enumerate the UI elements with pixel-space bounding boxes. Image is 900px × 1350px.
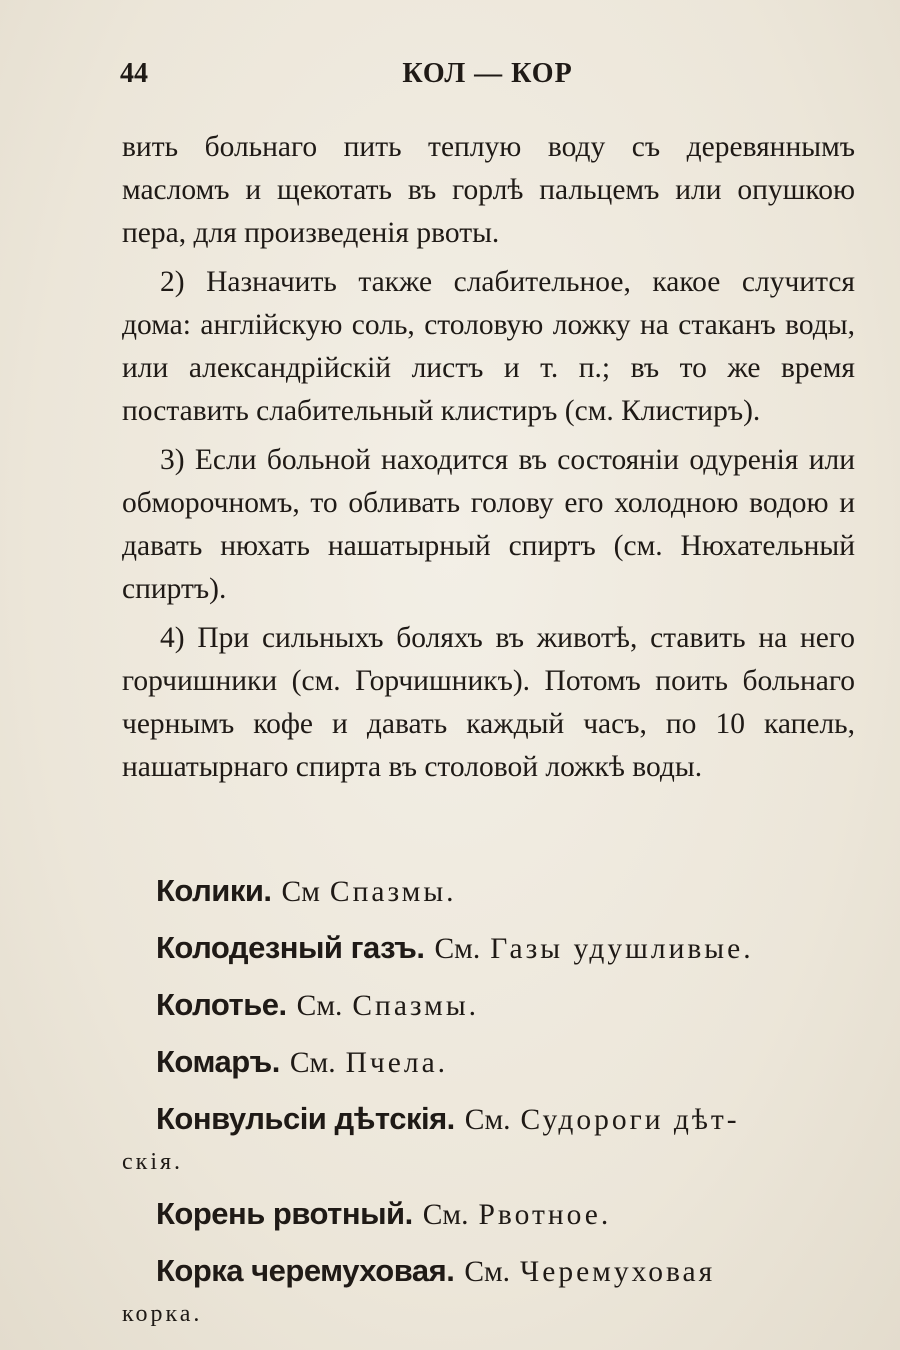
entry-headword: Комаръ. [156,1044,280,1079]
entry-headword: Корка черемуховая. [156,1253,455,1288]
entry-see: См. [422,1199,469,1231]
entry-target: Черемуховая [520,1256,716,1288]
entry-see: См. [434,933,481,965]
entry-see: См. [296,990,343,1022]
entry-see: См. [464,1104,511,1136]
entry-target: Газы удушливые. [490,933,754,965]
entry-headword: Конвульсіи дѣтскія. [156,1101,455,1136]
entry-target: Пчела. [345,1047,449,1079]
entry-kolotye [156,982,856,1029]
entry-konvulsii [122,1096,856,1181]
entry-continuation: скія. [122,1149,184,1175]
entry-see: См [281,876,320,908]
entry-headword: Колодезный газъ. [156,930,425,965]
body-text [122,126,855,795]
paragraph-1: вить больнаго пить теплую воду съ деревяннымъ масломъ и щекотать въ горлѣ пальцемъ или опушкою пера, для произведенія рвоты. [122,131,855,249]
entry-koren-rvotny [156,1191,856,1238]
entry-see: См. [464,1256,511,1288]
entry-see: См. [289,1047,336,1079]
entry-target: Рвотное. [478,1199,612,1231]
entry-kolodezny-gaz [156,925,856,972]
entry-target: Судороги дѣт- [520,1104,740,1136]
paragraph-3: 3) Если больной находится въ состояніи одуренія или обморочномъ, то обливать голову его холодною водою и давать нюхать нашатырный спиртъ (см. Нюхательный спиртъ). [122,444,855,605]
entry-komar [156,1039,856,1086]
entry-koliki [156,868,856,915]
entry-headword: Колики. [156,873,272,908]
entry-korka [122,1248,856,1333]
page-number: 44 [120,58,148,89]
entry-target: Спазмы. [352,990,480,1022]
running-head-title: КОЛ — КОР [402,58,573,89]
paragraph-4: 4) При сильныхъ боляхъ въ животѣ, ставить на него горчишники (см. Горчишникъ). Потомъ поить больнаго чернымъ кофе и давать каждый часъ, по 10 капель, нашатырнаго спирта въ столовой ложкѣ воды. [122,622,855,783]
entry-headword: Колотье. [156,987,287,1022]
paragraph-2: 2) Назначить также слабительное, какое случится дома: англійскую соль, столовую ложку на стаканъ воды, или александрійскій листъ и т. п.; въ то же время поставить слабительный клистиръ (см. Клистиръ). [122,266,855,427]
dictionary-entries [122,868,856,1343]
entry-target: Спазмы. [329,876,457,908]
running-head [120,58,855,98]
entry-continuation: корка. [122,1301,203,1327]
entry-headword: Корень рвотный. [156,1196,413,1231]
